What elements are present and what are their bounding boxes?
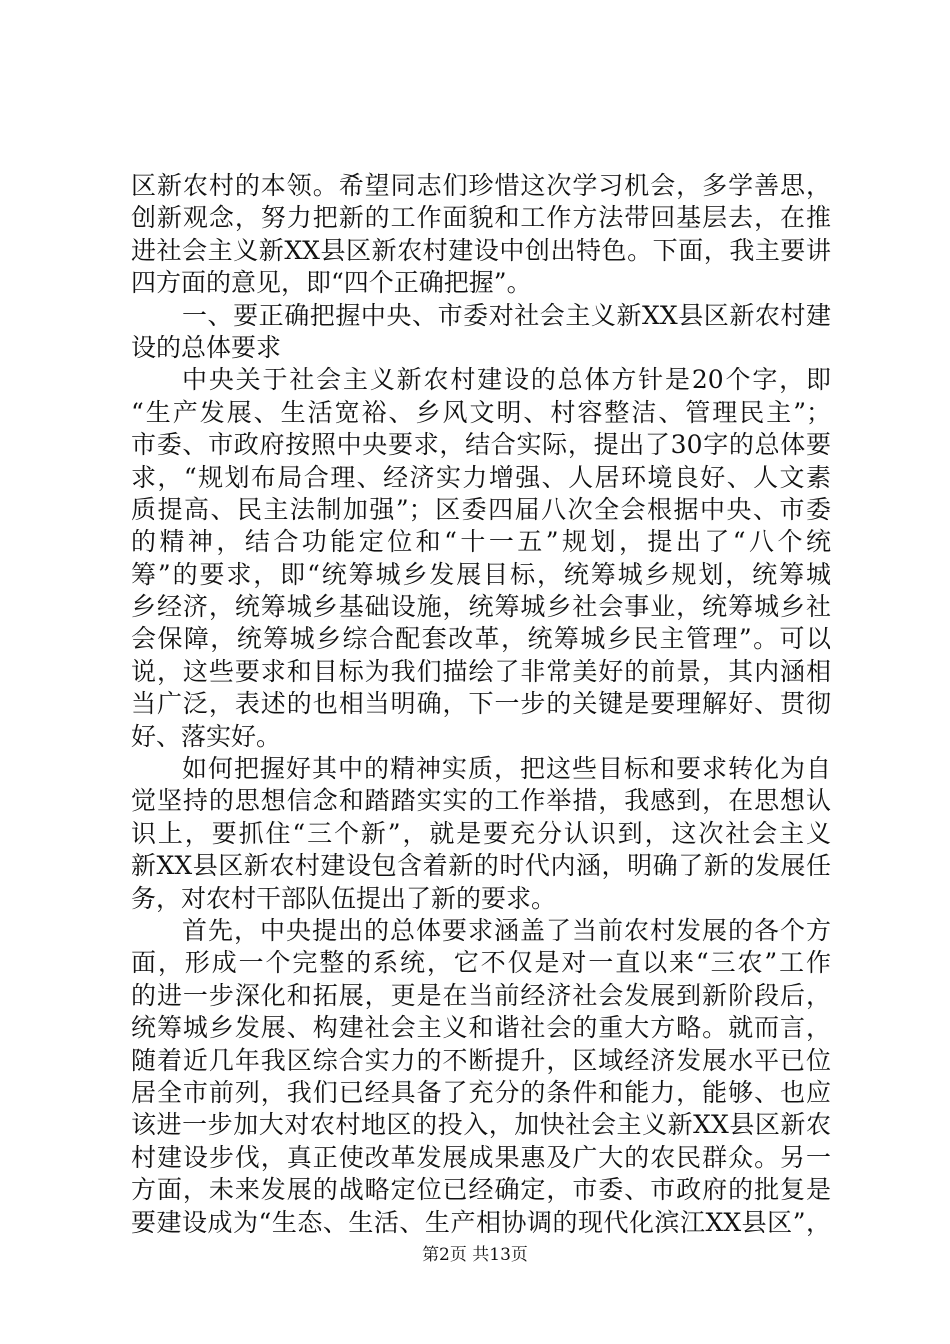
text-line: 一、要正确把握中央、市委对社会主义新XX县区新农村建 [182,300,831,330]
text-line: 该进一步加大对农村地区的投入，加快社会主义新XX县区新农 [131,1110,831,1140]
text-line: 新XX县区新农村建设包含着新的时代内涵，明确了新的发展任 [131,851,831,881]
text-line: 的精神，结合功能定位和“十一五”规划，提出了“八个统 [131,527,831,557]
text-line: 筹”的要求，即“统筹城乡发展目标，统筹城乡规划，统筹城 [131,559,831,589]
text-line: 市委、市政府按照中央要求，结合实际，提出了30字的总体要 [131,430,831,460]
text-line: 随着近几年我区综合实力的不断提升，区域经济发展水平已位 [131,1045,831,1075]
text-line: 说，这些要求和目标为我们描绘了非常美好的前景，其内涵相 [131,656,831,686]
text-line: 要建设成为“生态、生活、生产相协调的现代化滨江XX县区”， [131,1207,831,1237]
text-line: 中央关于社会主义新农村建设的总体方针是20个字，即 [182,365,831,395]
text-line: 村建设步伐，真正使改革发展成果惠及广大的农民群众。另一 [131,1142,831,1172]
text-line: 四方面的意见，即“四个正确把握”。 [131,268,532,298]
text-line: 识上，要抓住“三个新”，就是要充分认识到，这次社会主义 [131,818,831,848]
text-line: 觉坚持的思想信念和踏踏实实的工作举措，我感到，在思想认 [131,786,831,816]
text-line: 质提高、民主法制加强”；区委四届八次全会根据中央、市委 [131,494,831,524]
text-line: “生产发展、生活宽裕、乡风文明、村容整洁、管理民主”； [131,397,831,427]
text-line: 会保障，统筹城乡综合配套改革，统筹城乡民主管理”。可以 [131,624,831,654]
text-line: 区新农村的本领。希望同志们珍惜这次学习机会，多学善思， [131,171,831,200]
text-line: 当广泛，表述的也相当明确，下一步的关键是要理解好、贯彻 [131,689,831,719]
text-line: 面，形成一个完整的系统，它不仅是对一直以来“三农”工作 [131,948,831,978]
page-number-footer: 第2页 共13页 [422,1245,528,1265]
text-line: 进社会主义新XX县区新农村建设中创出特色。下面，我主要讲 [131,235,831,265]
text-line: 首先，中央提出的总体要求涵盖了当前农村发展的各个方 [182,915,831,945]
text-line: 如何把握好其中的精神实质，把这些目标和要求转化为自 [182,754,831,784]
text-line: 设的总体要求 [131,332,282,362]
text-line: 的进一步深化和拓展，更是在当前经济社会发展到新阶段后， [131,980,831,1010]
text-line: 方面，未来发展的战略定位已经确定，市委、市政府的批复是 [131,1175,831,1205]
text-line: 好、落实好。 [131,721,282,751]
text-line: 创新观念，努力把新的工作面貌和工作方法带回基层去，在推 [131,203,831,233]
text-line: 务，对农村干部队伍提出了新的要求。 [131,883,557,913]
text-line: 居全市前列，我们已经具备了充分的条件和能力，能够、也应 [131,1077,831,1107]
text-line: 求，“规划布局合理、经济实力增强、人居环境良好、人文素 [131,462,831,492]
text-line: 乡经济，统筹城乡基础设施，统筹城乡社会事业，统筹城乡社 [131,592,831,622]
text-line: 统筹城乡发展、构建社会主义和谐社会的重大方略。就而言， [131,1013,831,1043]
document-body [131,170,831,1239]
